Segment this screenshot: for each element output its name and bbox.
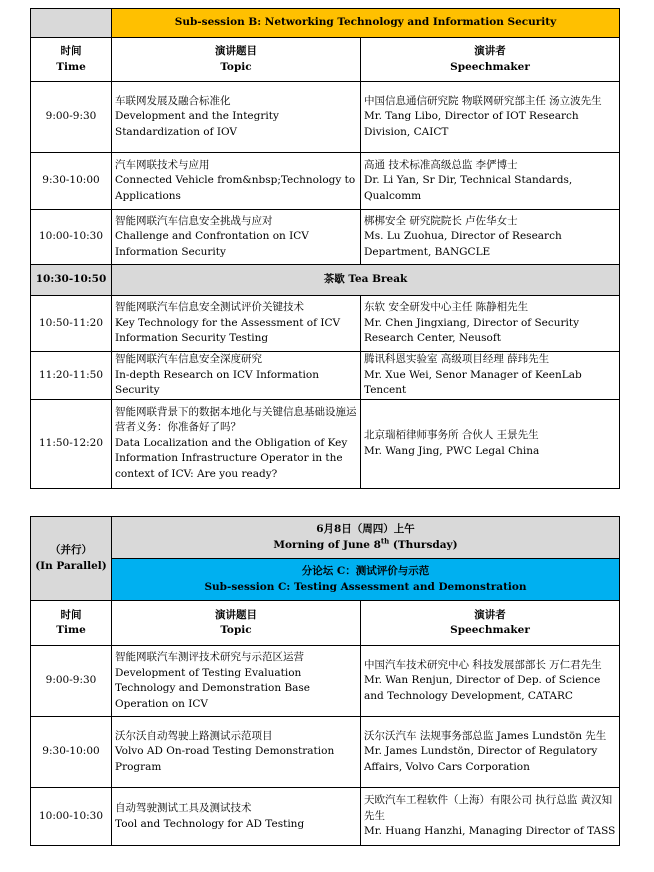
speaker-cell: 梆梆安全 研究院院长 卢佐华女士 Ms. Lu Zuohua, Director of Research Department, BANGCLE [361, 210, 620, 265]
speaker-header: 演讲者 Speechmaker [361, 38, 620, 82]
session-b-title: Sub-session B: Networking Technology and Information Security [112, 9, 620, 38]
time-cell: 9:30-10:00 [31, 717, 112, 788]
table-row [31, 646, 620, 717]
table-row [31, 296, 620, 352]
break-row [31, 265, 620, 296]
session-b-table [30, 8, 620, 489]
table-row [31, 352, 620, 400]
topic-header: 演讲题目 Topic [112, 601, 361, 646]
time-cell: 11:50-12:20 [31, 399, 112, 488]
table-row [31, 717, 620, 788]
parallel-label: （并行） (In Parallel) [31, 517, 112, 601]
topic-cell: 智能网联汽车信息安全挑战与应对 Challenge and Confrontation on ICV Information Security [112, 210, 361, 265]
time-cell: 9:00-9:30 [31, 646, 112, 717]
time-cell: 10:00-10:30 [31, 788, 112, 846]
table-row [31, 153, 620, 210]
topic-cell: 沃尔沃自动驾驶上路测试示范项目 Volvo AD On-road Testing Demonstration Program [112, 717, 361, 788]
topic-cell: 车联网发展及融合标准化 Development and the Integrity Standardization of IOV [112, 82, 361, 153]
time-cell: 9:30-10:00 [31, 153, 112, 210]
table-row [31, 399, 620, 488]
speaker-cell: 高通 技术标准高级总监 李俨博士 Dr. Li Yan, Sr Dir, Technical Standards, Qualcomm [361, 153, 620, 210]
speaker-cell: 中国汽车技术研究中心 科技发展部部长 万仁君先生 Mr. Wan Renjun, Director of Dep. of Science and Technology Development, CATARC [361, 646, 620, 717]
speaker-cell: 东软 安全研发中心主任 陈静相先生 Mr. Chen Jingxiang, Director of Security Research Center, Neusoft [361, 296, 620, 352]
session-c-title: 分论坛 C：测试评价与示范 Sub-session C: Testing Assessment and Demonstration [112, 559, 620, 601]
break-time: 10:30-10:50 [31, 265, 112, 296]
time-header: 时间 Time [31, 601, 112, 646]
time-cell: 9:00-9:30 [31, 82, 112, 153]
speaker-header: 演讲者 Speechmaker [361, 601, 620, 646]
topic-cell: 智能网联汽车测评技术研究与示范区运营 Development of Testing Evaluation Technology and Demonstration Base Operation on ICV [112, 646, 361, 717]
speaker-cell: 沃尔沃汽车 法规事务部总监 James Lundstön 先生 Mr. James Lundstön, Director of Regulatory Affairs, Volvo Cars Corporation [361, 717, 620, 788]
header-row [31, 601, 620, 646]
time-cell: 11:20-11:50 [31, 352, 112, 400]
table-row [31, 82, 620, 153]
time-cell: 10:50-11:20 [31, 296, 112, 352]
topic-cell: 智能网联汽车信息安全测试评价关键技术 Key Technology for the Assessment of ICV Information Security Testing [112, 296, 361, 352]
speaker-cell: 天欧汽车工程软件（上海）有限公司 执行总监 黄汉知先生 Mr. Huang Hanzhi, Managing Director of TASS [361, 788, 620, 846]
time-cell: 10:00-10:30 [31, 210, 112, 265]
topic-cell: 智能网联背景下的数据本地化与关键信息基础设施运营者义务：你准备好了吗？ Data Localization and the Obligation of Key Information Infrastructure Operator in the context of ICV: Are you ready? [112, 399, 361, 488]
speaker-cell: 北京瑞栢律师事务所 合伙人 王景先生 Mr. Wang Jing, PWC Legal China [361, 399, 620, 488]
header-row [31, 38, 620, 82]
topic-cell: 汽车网联技术与应用 Connected Vehicle from&nbsp;Technology to Applications [112, 153, 361, 210]
corner-cell [31, 9, 112, 38]
session-c-date: 6月8日（周四）上午 Morning of June 8th (Thursday) [112, 517, 620, 559]
break-label: 茶歇 Tea Break [112, 265, 620, 296]
speaker-cell: 中国信息通信研究院 物联网研究部主任 汤立波先生 Mr. Tang Libo, Director of IOT Research Division, CAICT [361, 82, 620, 153]
session-c-table [30, 516, 620, 846]
topic-cell: 智能网联汽车信息安全深度研究 In-depth Research on ICV Information Security [112, 352, 361, 400]
table-row [31, 210, 620, 265]
table-row [31, 788, 620, 846]
topic-header: 演讲题目 Topic [112, 38, 361, 82]
topic-cell: 自动驾驶测试工具及测试技术 Tool and Technology for AD Testing [112, 788, 361, 846]
speaker-cell: 腾讯科恩实验室 高级项目经理 薛玮先生 Mr. Xue Wei, Senor Manager of KeenLab Tencent [361, 352, 620, 400]
time-header: 时间 Time [31, 38, 112, 82]
